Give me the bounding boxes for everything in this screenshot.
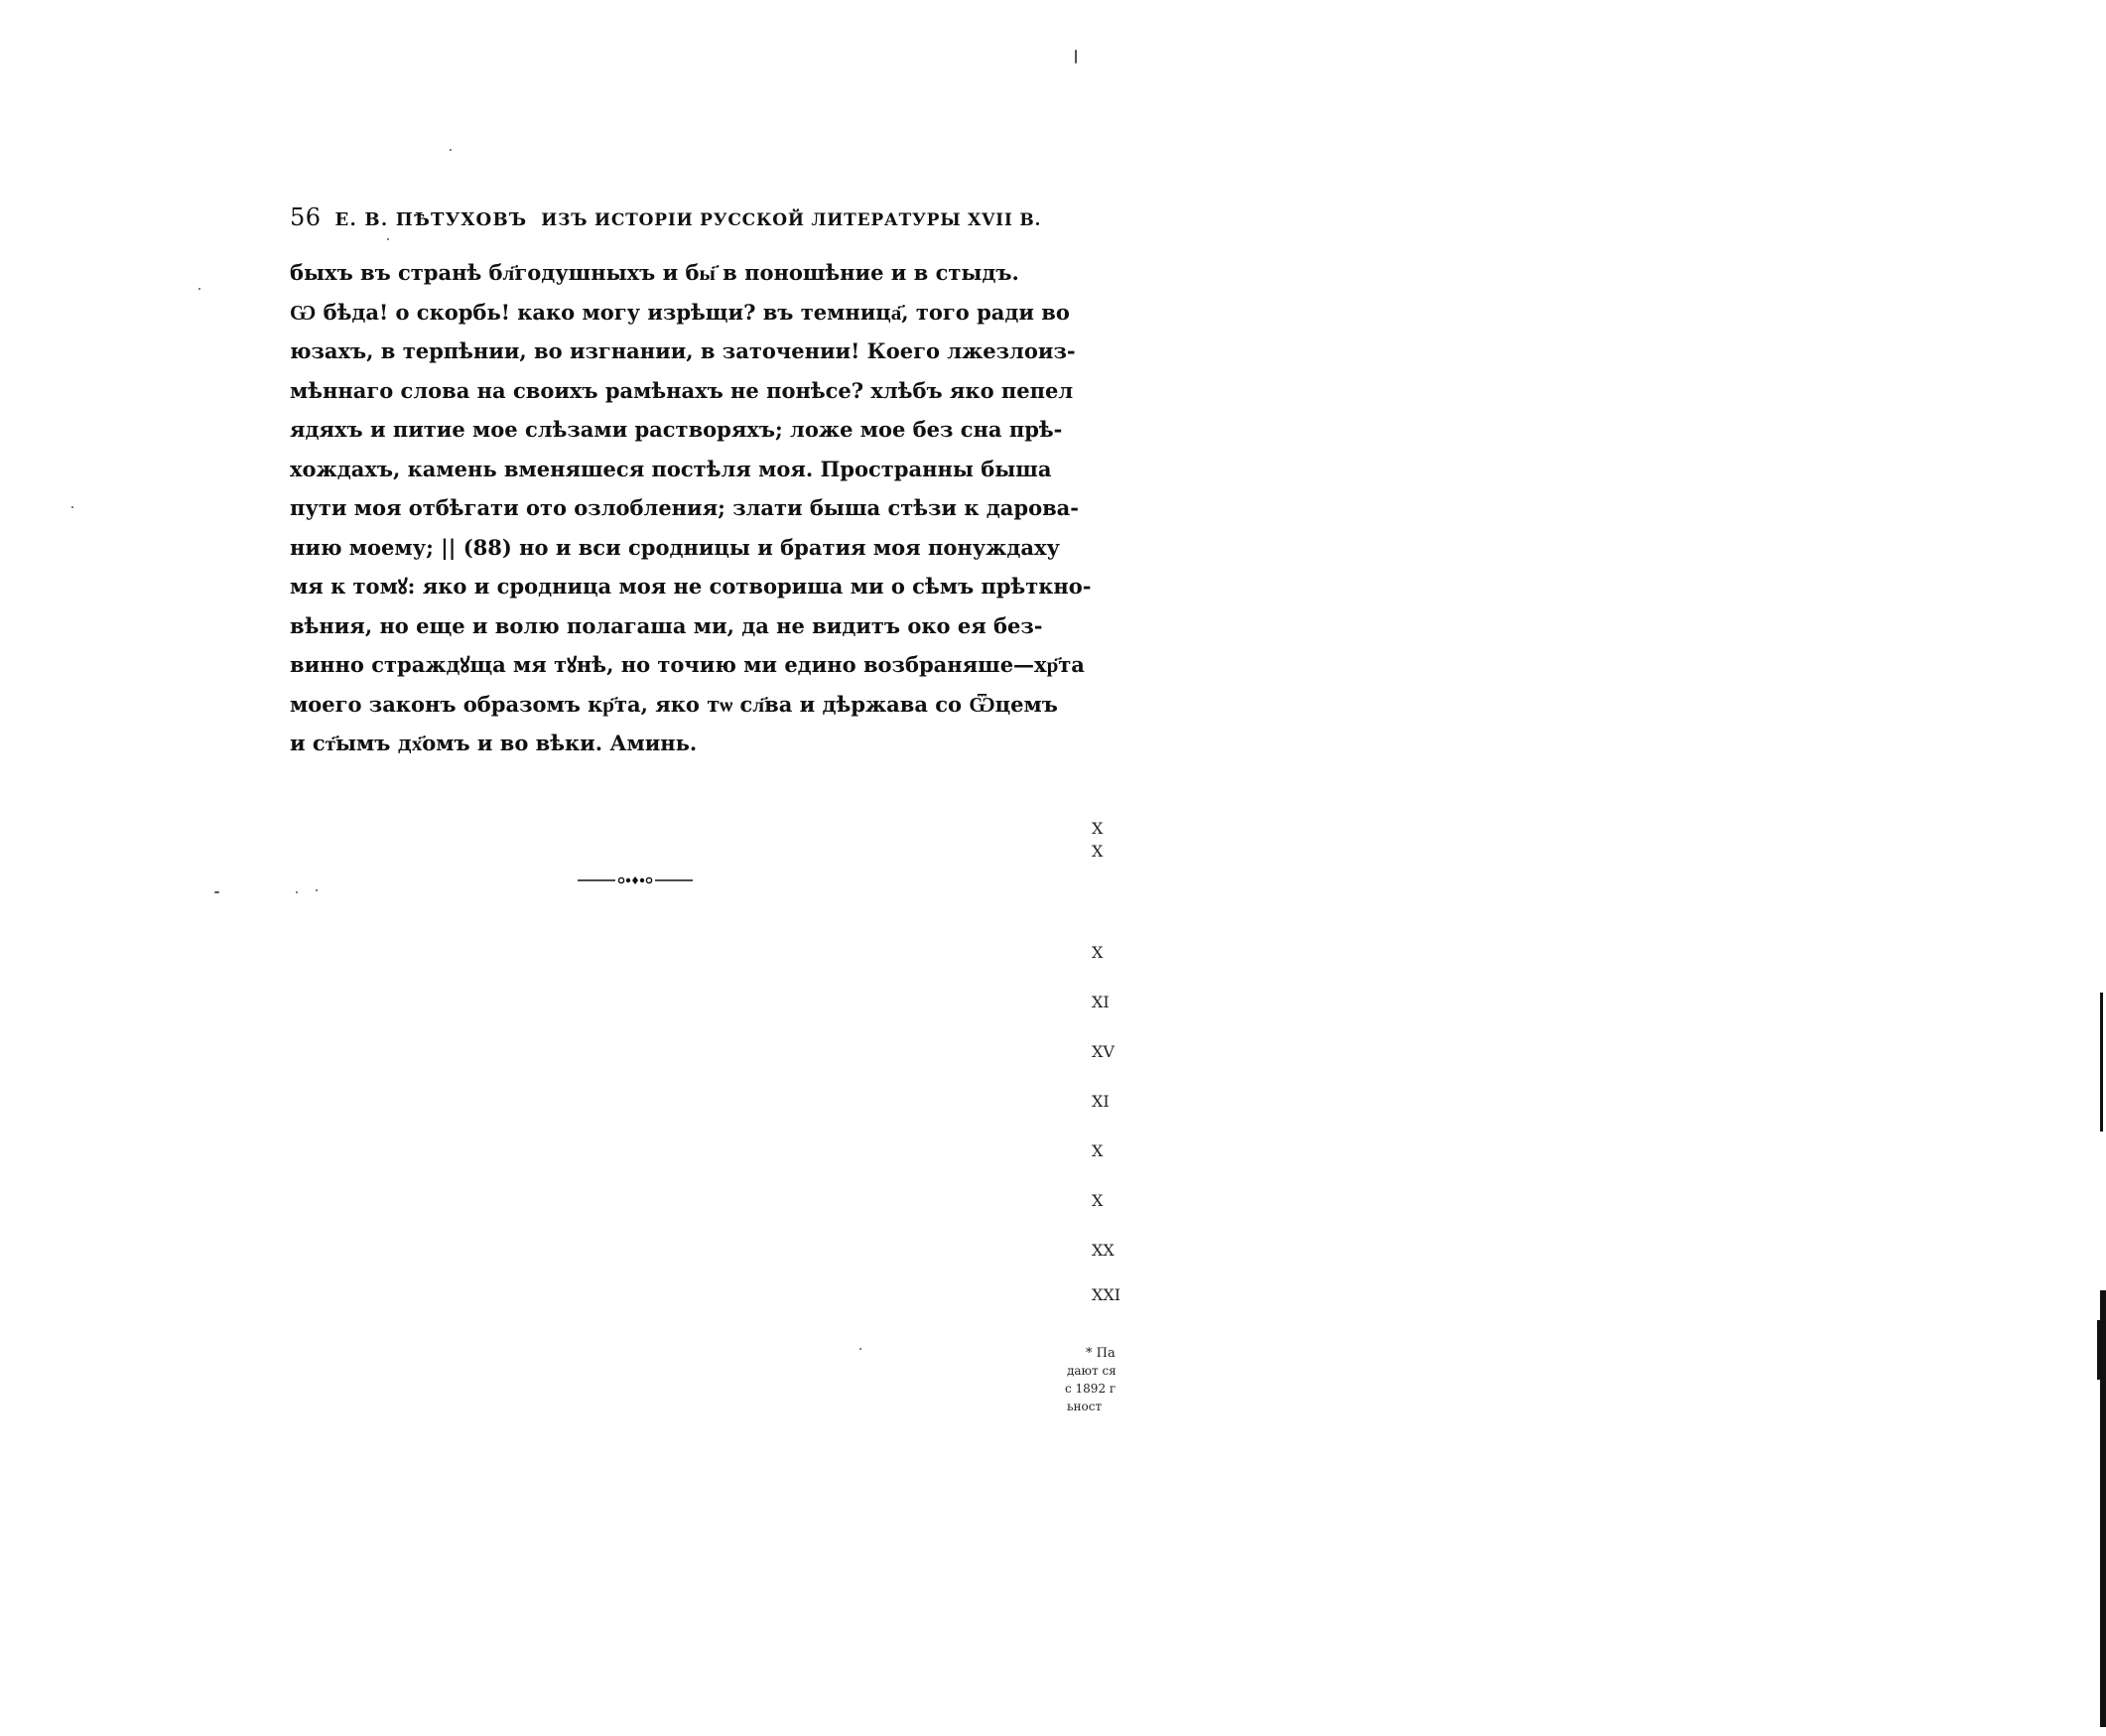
paper-speck bbox=[387, 238, 389, 240]
edge-fragment: X bbox=[1092, 1191, 1104, 1210]
edge-fragment: XV bbox=[1092, 1042, 1115, 1061]
edge-fragment: XI bbox=[1092, 1092, 1110, 1111]
paper-speck bbox=[316, 889, 318, 891]
text-line: Ѡ бѣда! о скорбь! како могу изрѣщи? въ темница҃, того ради во bbox=[290, 299, 1070, 325]
text-line: ядяхъ и питие мое слѣзами растворяхъ; ложе мое без сна прѣ- bbox=[290, 417, 1063, 442]
edge-fragment: X bbox=[1092, 943, 1104, 962]
paper-speck bbox=[296, 891, 298, 893]
text-line: вѣния, но еще и волю полагаша ми, да не видитъ око ея без- bbox=[290, 612, 1043, 638]
paper-speck bbox=[450, 149, 452, 151]
running-head-author: Е. В. ПѢТУХОВЪ bbox=[334, 209, 528, 230]
edge-fragment: X bbox=[1092, 1141, 1104, 1160]
paper-speck bbox=[71, 506, 73, 508]
running-head bbox=[290, 203, 1042, 231]
text-line: быхъ въ странѣ бл҃годушныхъ и бы҃ в поношѣние и в стыдъ. bbox=[290, 260, 1019, 285]
edge-rule bbox=[2100, 993, 2103, 1132]
running-head-title: ИЗЪ ИСТОРІИ РУССКОЙ ЛИТЕРАТУРЫ XVII В. bbox=[541, 210, 1042, 230]
adjacent-page-edge bbox=[1042, 0, 1131, 1736]
page-number: 56 bbox=[290, 203, 322, 231]
text-line: мѣннаго слова на своихъ рамѣнахъ не понѣсе? хлѣбъ яко пепел bbox=[290, 377, 1074, 403]
paper-speck bbox=[1075, 50, 1077, 64]
end-ornament-icon bbox=[578, 873, 693, 887]
edge-fragment: ьност bbox=[1067, 1400, 1103, 1413]
edge-fragment: * Па bbox=[1086, 1346, 1116, 1361]
text-line: моего законъ образомъ кр҃та, яко тѡ сл҃ва и дѣржава со Ѿцемъ bbox=[290, 691, 1058, 717]
edge-fragment: X bbox=[1092, 819, 1104, 838]
edge-fragment: X bbox=[1092, 842, 1104, 861]
text-line: юзахъ, в терпѣнии, во изгнании, в заточении! Коего лжезлоиз- bbox=[290, 338, 1076, 363]
edge-fragment: дают ся bbox=[1067, 1364, 1117, 1378]
text-line-last: и ст҃ымъ дх҃омъ и во вѣки. Аминь. bbox=[290, 731, 698, 755]
paper-speck bbox=[214, 891, 219, 893]
text-line: хождахъ, камень вменяшеся постѣля моя. Пространны быша bbox=[290, 456, 1052, 481]
paper-speck bbox=[198, 288, 200, 290]
paper-speck bbox=[859, 1348, 861, 1350]
text-line: винно страждꙋща мя тꙋнѣ, но точию ми едино возбраняше—хр҃та bbox=[290, 652, 1085, 677]
text-line: пути моя отбѣгати ото озлобления; злати быша стѣзи к дарова- bbox=[290, 495, 1080, 520]
text-line: нию моему; || (88) но и вси сродницы и братия моя понуждаху bbox=[290, 534, 1060, 560]
edge-fragment: XI bbox=[1092, 993, 1110, 1011]
edge-fragment: XXI bbox=[1092, 1285, 1121, 1304]
edge-rule bbox=[2097, 1320, 2100, 1380]
edge-fragment: с 1892 г bbox=[1065, 1382, 1117, 1396]
text-line: мя к томꙋ: яко и сродница моя не сотвориша ми о сѣмъ прѣткно- bbox=[290, 574, 1092, 599]
edge-rule bbox=[2100, 1290, 2106, 1727]
body-text bbox=[290, 253, 1092, 763]
edge-fragment: XX bbox=[1092, 1241, 1115, 1260]
